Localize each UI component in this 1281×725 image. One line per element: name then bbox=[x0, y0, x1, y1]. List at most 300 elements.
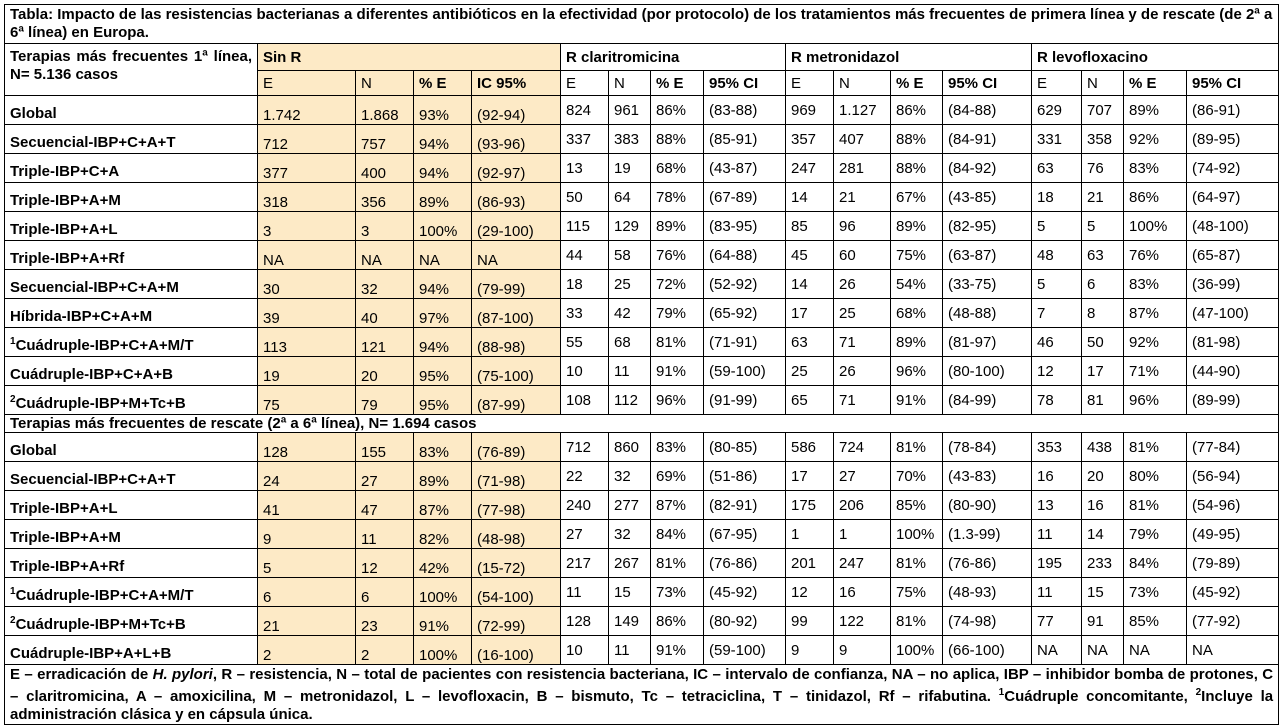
group-header-r-metronidazol: R metronidazol bbox=[786, 44, 1032, 71]
table-cell: 860 bbox=[609, 433, 651, 462]
table-row bbox=[5, 125, 1279, 154]
row-label-text: Triple-IBP+A+L bbox=[10, 221, 118, 238]
table-cell: (77-84) bbox=[1187, 433, 1279, 462]
table-cell: NA bbox=[414, 241, 472, 270]
table-cell: 83% bbox=[1124, 270, 1187, 299]
footnote-row bbox=[5, 665, 1279, 725]
table-cell: (83-88) bbox=[704, 96, 786, 125]
table-cell: 14 bbox=[786, 270, 834, 299]
table-cell: 712 bbox=[561, 433, 609, 462]
table-cell: (1.3-99) bbox=[943, 520, 1032, 549]
table-cell: 24 bbox=[258, 462, 356, 491]
table-cell: 89% bbox=[1124, 96, 1187, 125]
table-cell: (82-95) bbox=[943, 212, 1032, 241]
table-cell: 91% bbox=[414, 607, 472, 636]
table-cell: 121 bbox=[356, 328, 414, 357]
table-cell: 88% bbox=[891, 154, 943, 183]
table-cell: 63 bbox=[1082, 241, 1124, 270]
row-label bbox=[5, 241, 258, 270]
row-label bbox=[5, 299, 258, 328]
table-cell: 267 bbox=[609, 549, 651, 578]
table-cell: 30 bbox=[258, 270, 356, 299]
table-cell: (75-100) bbox=[472, 357, 561, 386]
table-cell: 44 bbox=[561, 241, 609, 270]
table-cell: 86% bbox=[651, 96, 704, 125]
table-cell: 91 bbox=[1082, 607, 1124, 636]
subheader-cell: E bbox=[786, 71, 834, 96]
table-cell: 64 bbox=[609, 183, 651, 212]
table-cell: 128 bbox=[258, 433, 356, 462]
table-cell: 122 bbox=[834, 607, 891, 636]
table-cell: 81% bbox=[891, 607, 943, 636]
table-cell: (71-98) bbox=[472, 462, 561, 491]
table-cell: 70% bbox=[891, 462, 943, 491]
table-row bbox=[5, 241, 1279, 270]
table-cell: 247 bbox=[834, 549, 891, 578]
table-cell: 11 bbox=[1032, 578, 1082, 607]
table-cell: 92% bbox=[1124, 125, 1187, 154]
table-cell: 247 bbox=[786, 154, 834, 183]
table-cell: 21 bbox=[834, 183, 891, 212]
table-cell: 7 bbox=[1032, 299, 1082, 328]
table-cell: 78 bbox=[1032, 386, 1082, 415]
table-cell: (84-92) bbox=[943, 154, 1032, 183]
table-cell: 81% bbox=[651, 328, 704, 357]
row-label-text: Triple-IBP+A+Rf bbox=[10, 558, 125, 575]
table-cell: (71-91) bbox=[704, 328, 786, 357]
table-cell: 100% bbox=[414, 636, 472, 665]
table-cell: 77 bbox=[1032, 607, 1082, 636]
table-cell: (79-89) bbox=[1187, 549, 1279, 578]
table-cell: 5 bbox=[258, 549, 356, 578]
table-cell: 115 bbox=[561, 212, 609, 241]
table-cell: 73% bbox=[651, 578, 704, 607]
row-label-text: Global bbox=[10, 442, 57, 459]
table-cell: 2 bbox=[356, 636, 414, 665]
subheader-cell: E bbox=[561, 71, 609, 96]
table-cell: 2 bbox=[258, 636, 356, 665]
table-cell: 149 bbox=[609, 607, 651, 636]
table-cell: (78-84) bbox=[943, 433, 1032, 462]
table-cell: 356 bbox=[356, 183, 414, 212]
table-row bbox=[5, 578, 1279, 607]
table-cell: (74-92) bbox=[1187, 154, 1279, 183]
row-label bbox=[5, 491, 258, 520]
table-cell: 20 bbox=[1082, 462, 1124, 491]
table-cell: 87% bbox=[1124, 299, 1187, 328]
table-cell: 25 bbox=[786, 357, 834, 386]
table-cell: 58 bbox=[609, 241, 651, 270]
table-cell: 277 bbox=[609, 491, 651, 520]
table-cell: 91% bbox=[651, 357, 704, 386]
table-cell: 87% bbox=[414, 491, 472, 520]
table-cell: 17 bbox=[786, 462, 834, 491]
table-cell: 33 bbox=[561, 299, 609, 328]
subheader-cell: N bbox=[1082, 71, 1124, 96]
table-row bbox=[5, 270, 1279, 299]
table-row bbox=[5, 328, 1279, 357]
footnote-marker: 1 bbox=[10, 586, 16, 597]
table-cell: 9 bbox=[258, 520, 356, 549]
table-cell: 6 bbox=[356, 578, 414, 607]
table-cell: (65-87) bbox=[1187, 241, 1279, 270]
table-cell: 201 bbox=[786, 549, 834, 578]
table-cell: (43-87) bbox=[704, 154, 786, 183]
footnote-marker: 2 bbox=[10, 394, 16, 405]
table-cell: 353 bbox=[1032, 433, 1082, 462]
table-cell: 961 bbox=[609, 96, 651, 125]
table-cell: (79-99) bbox=[472, 270, 561, 299]
table-cell: 86% bbox=[651, 607, 704, 636]
table-cell: NA bbox=[1187, 636, 1279, 665]
row-label-text: Cuádruple-IBP+C+A+M/T bbox=[15, 337, 194, 354]
table-cell: 26 bbox=[834, 270, 891, 299]
table-cell: 68% bbox=[651, 154, 704, 183]
table-cell: 217 bbox=[561, 549, 609, 578]
row-label-text: Híbrida-IBP+C+A+M bbox=[10, 308, 153, 325]
table-cell: 1.868 bbox=[356, 96, 414, 125]
table-cell: NA bbox=[1082, 636, 1124, 665]
table-cell: 100% bbox=[891, 636, 943, 665]
table-row bbox=[5, 636, 1279, 665]
table-cell: (51-86) bbox=[704, 462, 786, 491]
table-cell: (54-96) bbox=[1187, 491, 1279, 520]
table-cell: (76-86) bbox=[943, 549, 1032, 578]
table-cell: 5 bbox=[1082, 212, 1124, 241]
table-cell: 99 bbox=[786, 607, 834, 636]
table-cell: (74-98) bbox=[943, 607, 1032, 636]
table-cell: 383 bbox=[609, 125, 651, 154]
table-cell: (89-95) bbox=[1187, 125, 1279, 154]
table-cell: 96% bbox=[891, 357, 943, 386]
table-cell: (84-91) bbox=[943, 125, 1032, 154]
table-cell: (86-91) bbox=[1187, 96, 1279, 125]
table-cell: 357 bbox=[786, 125, 834, 154]
table-cell: 27 bbox=[356, 462, 414, 491]
table-cell: 47 bbox=[356, 491, 414, 520]
table-cell: 83% bbox=[651, 433, 704, 462]
row-label-text: Cuádruple-IBP+C+A+M/T bbox=[15, 587, 194, 604]
table-cell: 65 bbox=[786, 386, 834, 415]
table-cell: (84-99) bbox=[943, 386, 1032, 415]
footnote-text: Incluye la administración clásica y en cápsula única. bbox=[10, 688, 1274, 723]
table-cell: (67-95) bbox=[704, 520, 786, 549]
table-cell: 94% bbox=[414, 328, 472, 357]
table-cell: 712 bbox=[258, 125, 356, 154]
table-cell: 71 bbox=[834, 328, 891, 357]
table-cell: 81% bbox=[1124, 433, 1187, 462]
table-cell: 15 bbox=[609, 578, 651, 607]
subheader-cell: IC 95% bbox=[472, 71, 561, 96]
table-cell: 91% bbox=[651, 636, 704, 665]
subheader-cell: E bbox=[258, 71, 356, 96]
table-cell: 12 bbox=[356, 549, 414, 578]
table-cell: NA bbox=[1124, 636, 1187, 665]
table-cell: 1 bbox=[786, 520, 834, 549]
table-cell: (64-88) bbox=[704, 241, 786, 270]
table-row bbox=[5, 607, 1279, 636]
row-label-text: Secuencial-IBP+C+A+T bbox=[10, 134, 176, 151]
table-cell: (76-89) bbox=[472, 433, 561, 462]
table-cell: 10 bbox=[561, 636, 609, 665]
table-cell: (92-94) bbox=[472, 96, 561, 125]
table-cell: 100% bbox=[891, 520, 943, 549]
row-label-text: Triple-IBP+A+M bbox=[10, 192, 121, 209]
table-cell: 20 bbox=[356, 357, 414, 386]
table-cell: (80-100) bbox=[943, 357, 1032, 386]
table-cell: NA bbox=[472, 241, 561, 270]
table-cell: 112 bbox=[609, 386, 651, 415]
table-cell: 83% bbox=[1124, 154, 1187, 183]
table-cell: 25 bbox=[834, 299, 891, 328]
table-cell: (48-93) bbox=[943, 578, 1032, 607]
table-cell: (83-95) bbox=[704, 212, 786, 241]
table-cell: 73% bbox=[1124, 578, 1187, 607]
table-cell: (66-100) bbox=[943, 636, 1032, 665]
table-cell: 94% bbox=[414, 270, 472, 299]
table-cell: 18 bbox=[561, 270, 609, 299]
table-cell: 206 bbox=[834, 491, 891, 520]
row-label-text: Cuádruple-IBP+M+Tc+B bbox=[15, 395, 186, 412]
subheader-cell: 95% CI bbox=[1187, 71, 1279, 96]
table-cell: (88-98) bbox=[472, 328, 561, 357]
table-cell: 11 bbox=[1032, 520, 1082, 549]
table-cell: 27 bbox=[561, 520, 609, 549]
table-cell: (59-100) bbox=[704, 636, 786, 665]
table-cell: 50 bbox=[1082, 328, 1124, 357]
table-cell: NA bbox=[258, 241, 356, 270]
table-cell: 318 bbox=[258, 183, 356, 212]
table-cell: 26 bbox=[834, 357, 891, 386]
row-label bbox=[5, 636, 258, 665]
resistance-table bbox=[4, 4, 1279, 725]
first-line-header: Terapias más frecuentes 1ª línea, N= 5.136 casos bbox=[5, 44, 258, 96]
subheader-cell: N bbox=[356, 71, 414, 96]
table-cell: 79% bbox=[1124, 520, 1187, 549]
table-cell: 60 bbox=[834, 241, 891, 270]
table-cell: 87% bbox=[651, 491, 704, 520]
table-cell: 377 bbox=[258, 154, 356, 183]
table-row bbox=[5, 212, 1279, 241]
table-row bbox=[5, 520, 1279, 549]
table-cell: (80-92) bbox=[704, 607, 786, 636]
table-cell: (29-100) bbox=[472, 212, 561, 241]
table-cell: (43-83) bbox=[943, 462, 1032, 491]
table-cell: 21 bbox=[258, 607, 356, 636]
subheader-cell: % E bbox=[891, 71, 943, 96]
table-cell: 32 bbox=[356, 270, 414, 299]
table-cell: 42 bbox=[609, 299, 651, 328]
table-cell: 39 bbox=[258, 299, 356, 328]
table-row bbox=[5, 96, 1279, 125]
table-cell: NA bbox=[356, 241, 414, 270]
table-cell: 14 bbox=[786, 183, 834, 212]
table-cell: 22 bbox=[561, 462, 609, 491]
table-cell: 76% bbox=[651, 241, 704, 270]
table-cell: 128 bbox=[561, 607, 609, 636]
table-cell: 586 bbox=[786, 433, 834, 462]
row-label bbox=[5, 154, 258, 183]
table-cell: 1 bbox=[834, 520, 891, 549]
table-cell: 13 bbox=[561, 154, 609, 183]
table-cell: 81 bbox=[1082, 386, 1124, 415]
group-header-r-levofloxacino: R levofloxacino bbox=[1032, 44, 1279, 71]
table-cell: 9 bbox=[786, 636, 834, 665]
table-cell: (43-85) bbox=[943, 183, 1032, 212]
table-cell: (64-97) bbox=[1187, 183, 1279, 212]
table-cell: 88% bbox=[651, 125, 704, 154]
table-cell: 5 bbox=[1032, 270, 1082, 299]
subheader-cell: E bbox=[1032, 71, 1082, 96]
table-cell: (91-99) bbox=[704, 386, 786, 415]
table-cell: 63 bbox=[786, 328, 834, 357]
table-cell: 85% bbox=[891, 491, 943, 520]
table-row bbox=[5, 299, 1279, 328]
table-cell: 55 bbox=[561, 328, 609, 357]
row-label bbox=[5, 386, 258, 415]
table-cell: 76 bbox=[1082, 154, 1124, 183]
table-cell: 54% bbox=[891, 270, 943, 299]
table-cell: 85% bbox=[1124, 607, 1187, 636]
row-label bbox=[5, 270, 258, 299]
table-cell: (72-99) bbox=[472, 607, 561, 636]
table-cell: 71% bbox=[1124, 357, 1187, 386]
table-cell: 81% bbox=[651, 549, 704, 578]
table-cell: 18 bbox=[1032, 183, 1082, 212]
table-cell: 11 bbox=[561, 578, 609, 607]
table-cell: 82% bbox=[414, 520, 472, 549]
footnote-text: , R – resistencia, N – total de pacientes con resistencia bacteriana, IC – intervalo de confianza, NA – no aplica, IBP – inhibidor bomba de protones, C – claritromicina, A – amoxicilina, M – metronidazol, L – levofloxacin, B – bismuto, Tc – tetraciclina, T – tinidazol, Rf – rifabutina. bbox=[10, 666, 1274, 705]
table-cell: 21 bbox=[1082, 183, 1124, 212]
table-cell: (87-100) bbox=[472, 299, 561, 328]
row-label-text: Triple-IBP+A+M bbox=[10, 529, 121, 546]
table-cell: 68% bbox=[891, 299, 943, 328]
table-cell: (15-72) bbox=[472, 549, 561, 578]
table-row bbox=[5, 386, 1279, 415]
table-cell: (48-88) bbox=[943, 299, 1032, 328]
table-cell: 5 bbox=[1032, 212, 1082, 241]
table-cell: 41 bbox=[258, 491, 356, 520]
table-cell: 80% bbox=[1124, 462, 1187, 491]
footnote-text: E – erradicación de bbox=[10, 666, 153, 683]
table-cell: 91% bbox=[891, 386, 943, 415]
table-cell: 88% bbox=[891, 125, 943, 154]
row-label bbox=[5, 578, 258, 607]
table-cell: 96 bbox=[834, 212, 891, 241]
table-cell: (59-100) bbox=[704, 357, 786, 386]
subheader-cell: 95% CI bbox=[943, 71, 1032, 96]
table-cell: 48 bbox=[1032, 241, 1082, 270]
table-cell: 12 bbox=[1032, 357, 1082, 386]
table-cell: (63-87) bbox=[943, 241, 1032, 270]
table-cell: 97% bbox=[414, 299, 472, 328]
table-cell: 79 bbox=[356, 386, 414, 415]
table-cell: 707 bbox=[1082, 96, 1124, 125]
table-cell: 40 bbox=[356, 299, 414, 328]
table-cell: 17 bbox=[1082, 357, 1124, 386]
section-row bbox=[5, 415, 1279, 433]
row-label bbox=[5, 462, 258, 491]
table-cell: (67-89) bbox=[704, 183, 786, 212]
table-cell: 100% bbox=[1124, 212, 1187, 241]
table-cell: (85-91) bbox=[704, 125, 786, 154]
table-row bbox=[5, 357, 1279, 386]
table-cell: 969 bbox=[786, 96, 834, 125]
table-cell: (77-92) bbox=[1187, 607, 1279, 636]
table-cell: (80-85) bbox=[704, 433, 786, 462]
table-cell: (80-90) bbox=[943, 491, 1032, 520]
group-header-sin-r: Sin R bbox=[258, 44, 561, 71]
row-label-text: Cuádruple-IBP+C+A+B bbox=[10, 366, 173, 383]
table-cell: 824 bbox=[561, 96, 609, 125]
table-cell: 1.742 bbox=[258, 96, 356, 125]
table-cell: 113 bbox=[258, 328, 356, 357]
table-cell: 155 bbox=[356, 433, 414, 462]
table-cell: 95% bbox=[414, 386, 472, 415]
table-cell: 68 bbox=[609, 328, 651, 357]
table-title: Tabla: Impacto de las resistencias bacterianas a diferentes antibióticos en la efectividad (por protocolo) de los tratamientos más frecuentes de primera línea y de rescate (de 2ª a 6ª línea) en Europa. bbox=[5, 5, 1279, 44]
table-cell: 63 bbox=[1032, 154, 1082, 183]
row-label bbox=[5, 549, 258, 578]
table-cell: 3 bbox=[258, 212, 356, 241]
table-cell: 240 bbox=[561, 491, 609, 520]
table-cell: 71 bbox=[834, 386, 891, 415]
table-cell: 8 bbox=[1082, 299, 1124, 328]
table-cell: (44-90) bbox=[1187, 357, 1279, 386]
footnote-marker: 2 bbox=[1195, 687, 1202, 698]
table-cell: (76-86) bbox=[704, 549, 786, 578]
table-row bbox=[5, 549, 1279, 578]
table-cell: (36-99) bbox=[1187, 270, 1279, 299]
table-cell: (48-98) bbox=[472, 520, 561, 549]
group-header-r-claritromicina: R claritromicina bbox=[561, 44, 786, 71]
subheader-cell: % E bbox=[414, 71, 472, 96]
table-cell: 11 bbox=[356, 520, 414, 549]
table-row bbox=[5, 491, 1279, 520]
table-cell: 42% bbox=[414, 549, 472, 578]
table-cell: (33-75) bbox=[943, 270, 1032, 299]
table-cell: 14 bbox=[1082, 520, 1124, 549]
table-cell: 400 bbox=[356, 154, 414, 183]
subheader-cell: N bbox=[834, 71, 891, 96]
table-cell: 32 bbox=[609, 462, 651, 491]
table-cell: 100% bbox=[414, 212, 472, 241]
table-row bbox=[5, 462, 1279, 491]
row-label bbox=[5, 357, 258, 386]
table-cell: 6 bbox=[1082, 270, 1124, 299]
subheader-cell: N bbox=[609, 71, 651, 96]
footnote-marker: 1 bbox=[998, 687, 1005, 698]
rescue-section-header: Terapias más frecuentes de rescate (2ª a 6ª línea), N= 1.694 casos bbox=[5, 415, 1279, 433]
row-label bbox=[5, 607, 258, 636]
table-cell: (84-88) bbox=[943, 96, 1032, 125]
table-cell: (89-99) bbox=[1187, 386, 1279, 415]
row-label-text: Secuencial-IBP+C+A+M bbox=[10, 279, 179, 296]
table-row bbox=[5, 154, 1279, 183]
table-cell: 100% bbox=[414, 578, 472, 607]
table-cell: 94% bbox=[414, 125, 472, 154]
table-cell: 32 bbox=[609, 520, 651, 549]
table-cell: 11 bbox=[609, 357, 651, 386]
table-cell: 19 bbox=[258, 357, 356, 386]
table-cell: 75% bbox=[891, 241, 943, 270]
table-cell: 89% bbox=[891, 328, 943, 357]
table-cell: 17 bbox=[786, 299, 834, 328]
table-cell: (86-93) bbox=[472, 183, 561, 212]
row-label-text: Triple-IBP+C+A bbox=[10, 163, 120, 180]
table-container bbox=[4, 4, 1278, 725]
table-cell: 84% bbox=[1124, 549, 1187, 578]
